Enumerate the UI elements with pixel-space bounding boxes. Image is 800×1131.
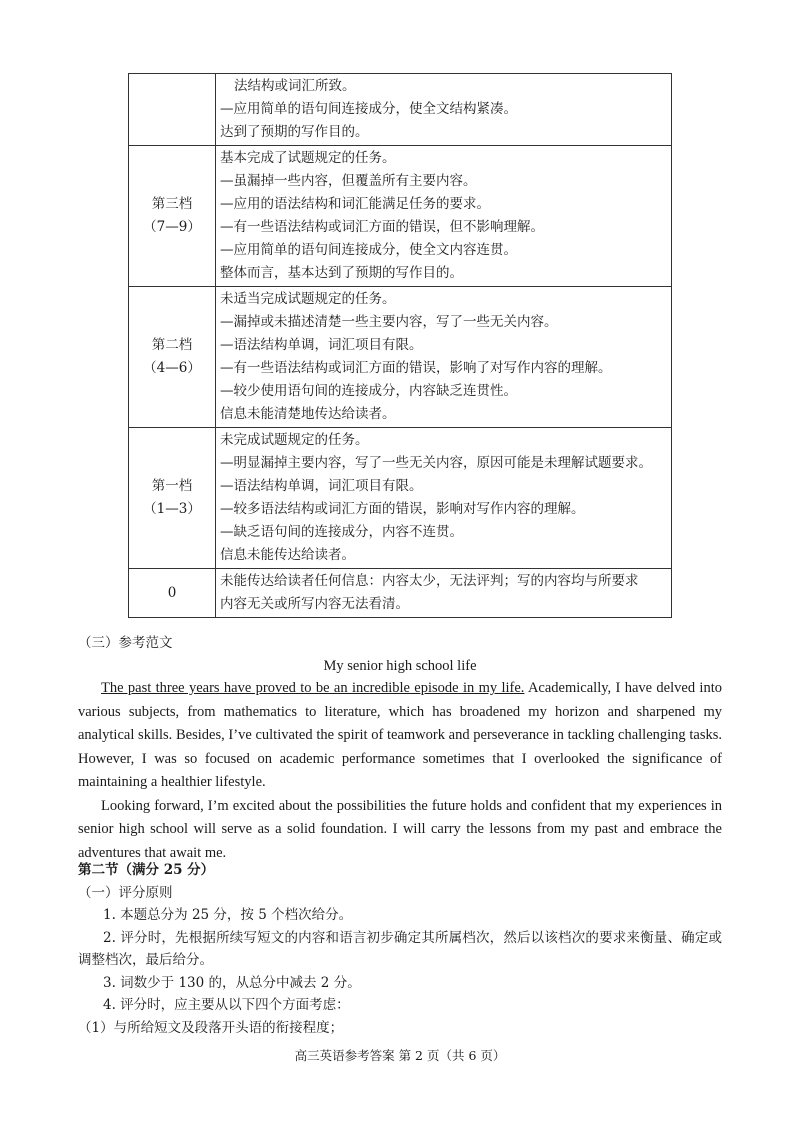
essay-paragraph-1-rest: Academically, I have delved into various subjects, from mathematics to literature, which has broadened my horizon and sharpened my analytical skills. Besides, I’ve cultivated the spirit of teamwork and perseverance in tackling challenging tasks. However, I was so focused on academic performance sometimes that I overlooked the significance of maintaining a healthier lifestyle. [78,680,722,790]
principle-item-1: 1. 本题总分为 25 分，按 5 个档次给分。 [103,907,353,923]
rubric-line: 未适当完成试题规定的任务。 [220,291,396,307]
rubric-grade-cell [129,569,216,618]
rubric-line: 信息未能传达给读者。 [220,547,355,563]
rubric-description-cell [216,74,672,146]
rubric-line: 达到了预期的写作目的。 [220,124,369,140]
rubric-line: —应用简单的语句间连接成分，使全文内容连贯。 [220,242,517,258]
rubric-line: —较少使用语句间的连接成分，内容缺乏连贯性。 [220,383,517,399]
principle-item-4: 4. 评分时，应主要从以下四个方面考虑： [103,997,350,1013]
rubric-grade-range: （1—3） [143,501,201,517]
rubric-description-cell [216,428,672,569]
principles-heading: （一）评分原则 [78,884,173,901]
section-2-scoring [78,859,722,1039]
rubric-description-cell [216,146,672,287]
rubric-grade-label: 0 [167,584,177,601]
rubric-grade-cell [129,146,216,287]
rubric-row [129,428,672,569]
rubric-row [129,287,672,428]
rubric-line: 基本完成了试题规定的任务。 [220,150,396,166]
rubric-line: —较多语法结构或词汇方面的错误，影响对写作内容的理解。 [220,501,585,517]
rubric-line: —漏掉或未描述清楚一些主要内容，写了一些无关内容。 [220,314,558,330]
rubric-grade-label: 第一档 [151,478,193,494]
reference-essay [78,677,722,865]
essay-paragraph-2: Looking forward, I’m excited about the possibilities the future holds and confident that my experiences in senior high school will serve as a solid foundation. I will carry the lessons from my past and embrace the adventures that await me. [78,797,722,861]
rubric-grade-cell [129,74,216,146]
rubric-line: 未完成试题规定的任务。 [220,432,369,448]
rubric-line: 内容无关或所写内容无法看清。 [220,596,409,612]
principle-item-3: 3. 词数少于 130 的，从总分中减去 2 分。 [103,974,361,991]
rubric-description-cell [216,287,672,428]
rubric-row [129,569,672,618]
rubric-grade-cell [129,428,216,569]
rubric-line: 整体而言，基本达到了预期的写作目的。 [220,265,463,281]
rubric-line: —应用的语法结构和词汇能满足任务的要求。 [220,196,490,212]
page-footer: 高三英语参考答案 第 2 页（共 6 页） [294,1048,506,1063]
rubric-grade-range: （4—6） [143,360,201,376]
rubric-line: 未能传达给读者任何信息：内容太少，无法评判；写的内容均与所要求 [220,573,639,589]
rubric-row [129,146,672,287]
consideration-1: （1）与所给短文及段落开头语的衔接程度； [78,1019,344,1036]
rubric-row [129,74,672,146]
section-2-heading: 第二节（满分 25 分） [78,862,215,878]
rubric-grade-range: （7—9） [143,219,201,235]
rubric-line: —缺乏语句间的连接成分，内容不连贯。 [220,524,463,540]
reference-essay-heading: （三）参考范文 [78,635,173,651]
scoring-rubric-table [128,73,672,618]
rubric-line: —有一些语法结构或词汇方面的错误，影响了对写作内容的理解。 [220,360,612,376]
rubric-line: —明显漏掉主要内容，写了一些无关内容，原因可能是未理解试题要求。 [220,455,652,471]
rubric-grade-label: 第二档 [151,337,193,353]
essay-title: My senior high school life [323,658,477,674]
essay-underlined-sentence: The past three years have proved to be an incredible episode in my life. [101,680,525,696]
rubric-line: —有一些语法结构或词汇方面的错误，但不影响理解。 [220,219,544,235]
rubric-grade-cell [129,287,216,428]
rubric-description-cell [216,569,672,618]
rubric-line: —虽漏掉一些内容，但覆盖所有主要内容。 [220,173,477,189]
rubric-grade-label: 第三档 [151,196,193,212]
essay-paragraph-1 [78,677,722,795]
rubric-line: —应用简单的语句间连接成分，使全文结构紧凑。 [220,101,517,117]
rubric-line: —语法结构单调，词汇项目有限。 [220,337,423,353]
rubric-line: —语法结构单调，词汇项目有限。 [220,478,423,494]
principle-item-2: 2. 评分时，先根据所续写短文的内容和语言初步确定其所属档次，然后以该档次的要求来衡量、确定或调整档次，最后给分。 [78,929,722,968]
rubric-line: 法结构或词汇所致。 [234,78,356,94]
rubric-line: 信息未能清楚地传达给读者。 [220,406,396,422]
